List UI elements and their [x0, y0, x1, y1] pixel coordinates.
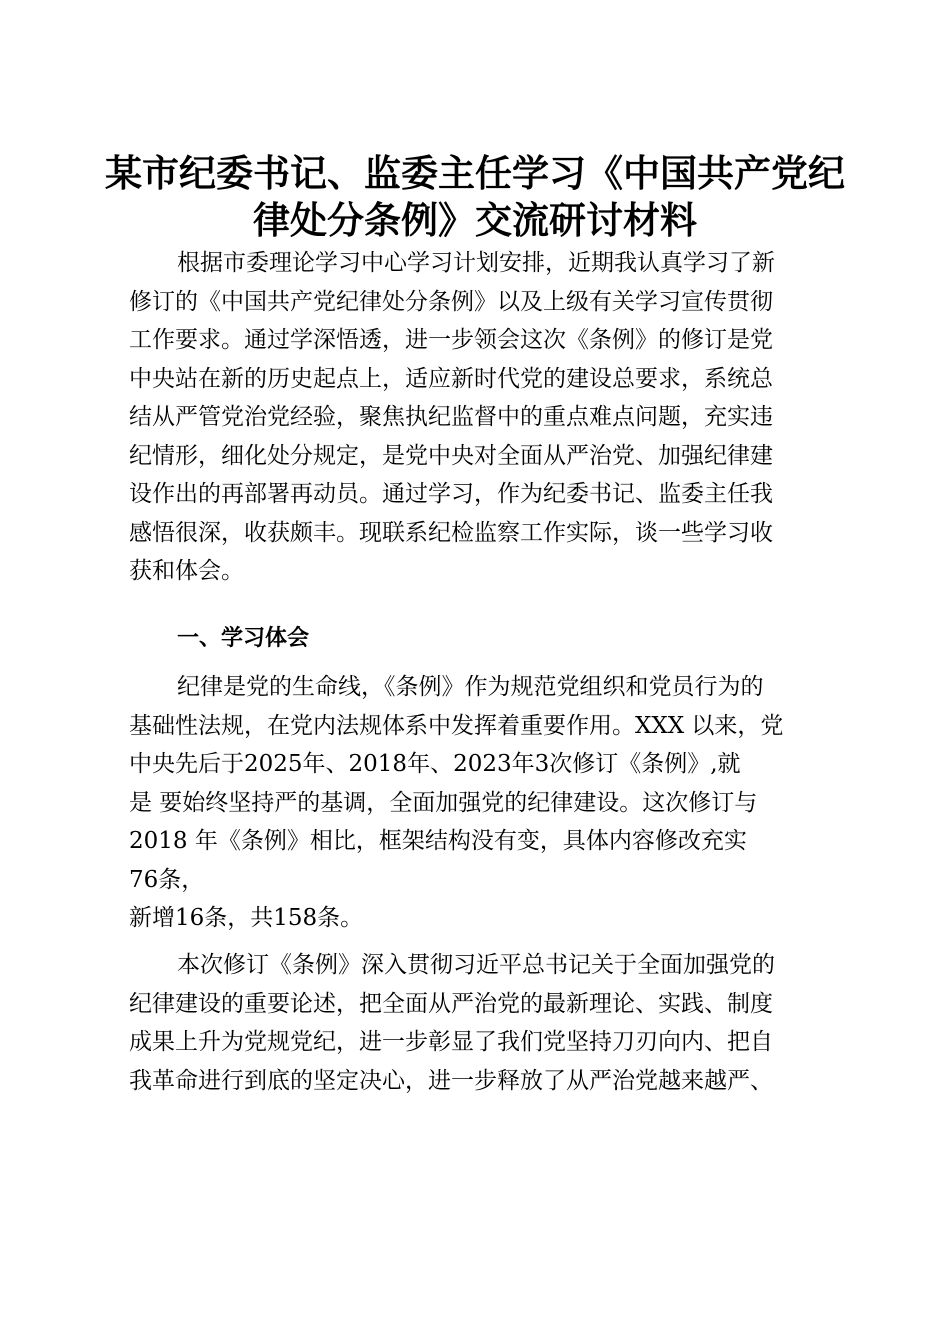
paragraph-line: 修订的《中国共产党纪律处分条例》以及上级有关学习宣传贯彻: [129, 288, 773, 315]
paragraph-line: 纪律是党的生命线，《条例》作为规范党组织和党员行为的: [177, 674, 764, 700]
paragraph-line: 我革命进行到底的坚定决心，进一步释放了从严治党越来越严、: [129, 1067, 773, 1094]
paragraph-line: 是 要始终坚持严的基调，全面加强党的纪律建设。这次修订与: [129, 789, 758, 816]
paragraph-line: 中央先后于2025年、2018年、2023年3次修订《条例》,就: [129, 751, 741, 777]
paragraph-line: 基础性法规，在党内法规体系中发挥着重要作用。XXX 以来，党: [129, 712, 784, 739]
paragraph-line: 获和体会。: [129, 558, 244, 584]
section-heading: 一、学习体会: [177, 626, 310, 651]
paragraph-line: 纪情形，细化处分规定，是党中央对全面从严治党、加强纪律建: [129, 442, 773, 469]
paragraph-discipline: [129, 668, 829, 938]
title-line-2: 律处分条例》交流研讨材料: [253, 199, 697, 242]
paragraph-line: 成果上升为党规党纪，进一步彰显了我们党坚持刀刃向内、把自: [129, 1029, 773, 1055]
paragraph-line: 2018 年《条例》相比，框架结构没有变，具体内容修改充实: [129, 828, 747, 854]
paragraph-line: 根据市委理论学习中心学习计划安排，近期我认真学习了新: [177, 250, 775, 276]
paragraph-line: 设作出的再部署再动员。通过学习，作为纪委书记、监委主任我: [129, 481, 773, 507]
document-title: [90, 150, 860, 244]
paragraph-revision: [129, 946, 829, 1100]
paragraph-line: 76条，: [129, 866, 205, 893]
paragraph-line: 新增16条，共158条。: [129, 905, 364, 931]
paragraph-line: 结从严管党治党经验，聚焦执纪监督中的重点难点问题，充实违: [129, 404, 773, 430]
paragraph-intro: [129, 244, 829, 591]
paragraph-line: 本次修订《条例》深入贯彻习近平总书记关于全面加强党的: [177, 952, 775, 978]
paragraph-line: 工作要求。通过学深悟透，进一步领会这次《条例》的修订是党: [129, 327, 773, 353]
paragraph-line: 中央站在新的历史起点上，适应新时代党的建设总要求，系统总: [129, 365, 773, 392]
title-line-1: 某市纪委书记、监委主任学习《中国共产党纪: [105, 152, 845, 195]
paragraph-line: 纪律建设的重要论述，把全面从严治党的最新理论、实践、制度: [129, 990, 773, 1017]
paragraph-line: 感悟很深，收获颇丰。现联系纪检监察工作实际，谈一些学习收: [129, 519, 773, 546]
